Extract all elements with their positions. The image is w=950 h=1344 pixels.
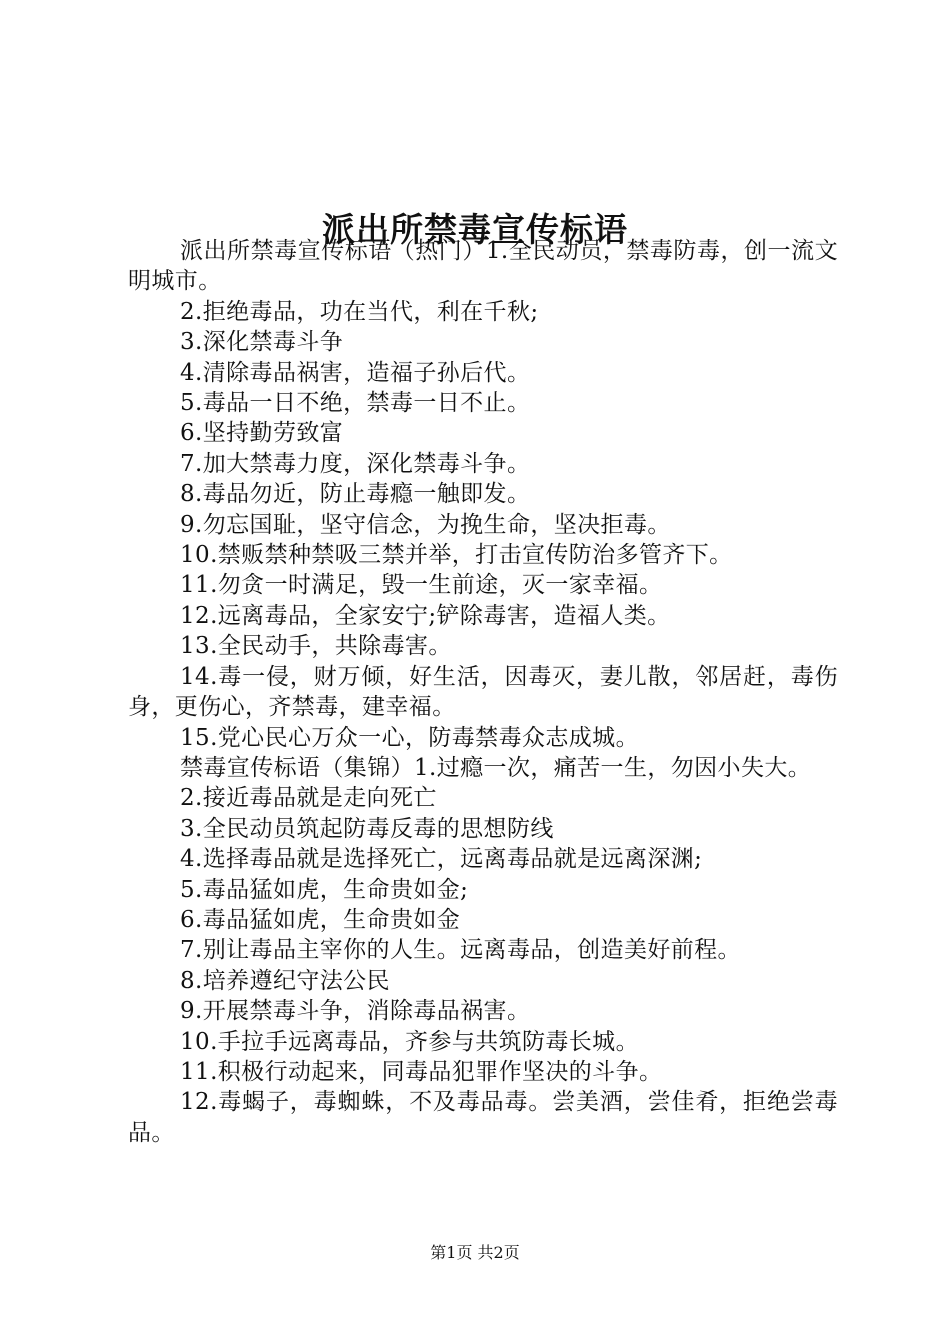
paragraph: 7.别让毒品主宰你的人生。远离毒品，创造美好前程。 (180, 937, 741, 964)
paragraph: 2.接近毒品就是走向死亡 (180, 785, 437, 812)
paragraph: 15.党心民心万众一心，防毒禁毒众志成城。 (180, 724, 639, 751)
paragraph: 9.开展禁毒斗争，消除毒品祸害。 (180, 998, 531, 1025)
paragraph: 4.选择毒品就是选择死亡，远离毒品就是远离深渊; (180, 846, 703, 873)
paragraph: 5.毒品猛如虎，生命贵如金; (180, 876, 469, 903)
paragraph: 9.勿忘国耻，坚守信念，为挽生命，坚决拒毒。 (180, 511, 671, 538)
paragraph: 8.培养遵纪守法公民 (180, 967, 390, 994)
paragraph: 6.毒品猛如虎，生命贵如金 (180, 906, 461, 933)
paragraph: 7.加大禁毒力度，深化禁毒斗争。 (180, 450, 531, 477)
document-body (128, 236, 838, 1148)
paragraph: 3.全民动员筑起防毒反毒的思想防线 (180, 815, 554, 842)
paragraph: 12.毒蝎子，毒蜘蛛，不及毒品毒。尝美酒，尝佳肴，拒绝尝毒品。 (128, 1089, 838, 1146)
document-title: 派出所禁毒宣传标语 (322, 210, 628, 250)
paragraph: 6.坚持勤劳致富 (180, 420, 344, 447)
paragraph: 14.毒一侵，财万倾，好生活，因毒灭，妻儿散，邻居赶，毒伤身，更伤心，齐禁毒，建幸福。 (128, 663, 838, 721)
paragraph: 8.毒品勿近，防止毒瘾一触即发。 (180, 481, 531, 508)
paragraph: 禁毒宣传标语（集锦）1.过瘾一次，痛苦一生，勿因小失大。 (180, 754, 812, 781)
page-number-footer: 第1页 共2页 (430, 1243, 520, 1262)
paragraph: 13.全民动手，共除毒害。 (180, 633, 452, 660)
paragraph: 4.清除毒品祸害，造福子孙后代。 (180, 359, 531, 386)
paragraph: 10.禁贩禁种禁吸三禁并举，打击宣传防治多管齐下。 (180, 542, 733, 569)
paragraph: 10.手拉手远离毒品，齐参与共筑防毒长城。 (180, 1028, 639, 1055)
paragraph: 派出所禁毒宣传标语（热门）1.全民动员，禁毒防毒，创一流文明城市。 (128, 238, 838, 295)
paragraph: 5.毒品一日不绝，禁毒一日不止。 (180, 390, 531, 417)
paragraph: 12.远离毒品，全家安宁;铲除毒害，造福人类。 (180, 602, 671, 629)
paragraph: 11.积极行动起来，同毒品犯罪作坚决的斗争。 (180, 1058, 663, 1085)
paragraph: 2.拒绝毒品，功在当代，利在千秋; (180, 298, 539, 325)
paragraph: 3.深化禁毒斗争 (180, 329, 344, 356)
paragraph: 11.勿贪一时满足，毁一生前途，灭一家幸福。 (180, 572, 663, 599)
